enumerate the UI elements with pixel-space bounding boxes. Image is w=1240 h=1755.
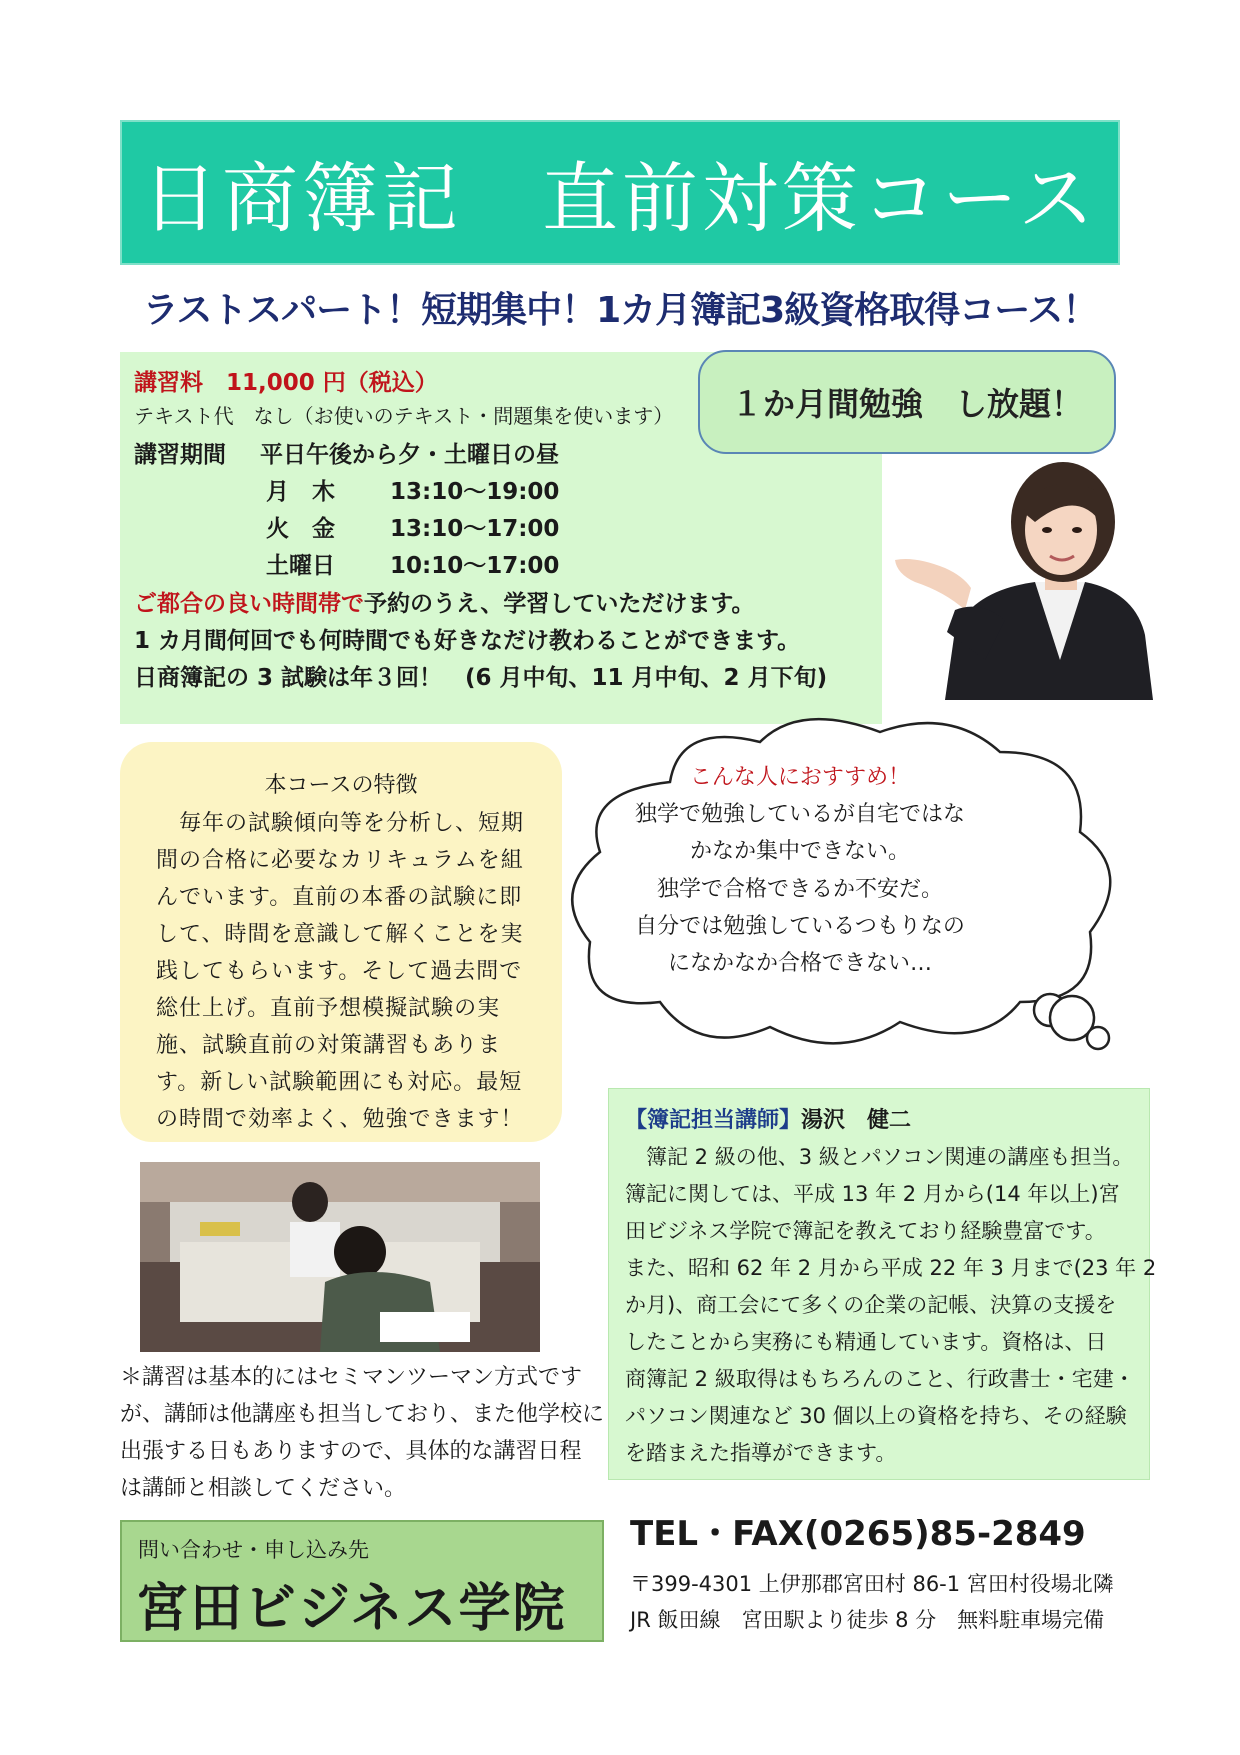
teacher-bio-line: 商簿記 2 級取得はもちろんのこと、行政書士・宅建・ xyxy=(625,1367,1135,1391)
businesswoman-illustration xyxy=(885,460,1153,700)
reservation-note xyxy=(134,585,755,618)
features-line: 総仕上げ。直前予想模擬試験の実 xyxy=(156,996,501,1021)
reservation-note-highlight: ご都合の良い時間帯で xyxy=(134,591,364,617)
lesson-note-line: が、講師は他講座も担当しており、また他学校に xyxy=(120,1402,605,1427)
teacher-bio-line: また、昭和 62 年 2 月から平成 22 年 3 月まで(23 年 2 xyxy=(625,1256,1157,1280)
teacher-bio-line: 簿記に関しては、平成 13 年 2 月から(14 年以上)宮 xyxy=(625,1182,1120,1206)
teacher-bio-line: 簿記 2 級の他、3 級とパソコン関連の講座も担当。 xyxy=(625,1145,1134,1169)
lesson-note-line: 出張する日もありますので、具体的な講習日程 xyxy=(120,1439,582,1464)
access-info: JR 飯田線 宮田駅より徒歩 8 分 無料駐車場完備 xyxy=(630,1608,1105,1632)
recommend-line: 独学で合格できるか不安だ。 xyxy=(656,877,943,902)
period-label: 講習期間 xyxy=(134,442,226,468)
features-line: 毎年の試験傾向等を分析し、短期 xyxy=(156,811,525,836)
lesson-note-line: は講師と相談してください。 xyxy=(120,1476,407,1501)
schedule-time: 10:10～17:00 xyxy=(390,553,560,579)
teacher-bio-line: したことから実務にも精通しています。資格は、日 xyxy=(625,1330,1107,1354)
teacher-bio-line: を踏まえた指導ができます。 xyxy=(625,1441,897,1465)
teacher-name: 湯沢 健二 xyxy=(801,1108,912,1133)
features-line: す。新しい試験範囲にも対応。最短 xyxy=(156,1070,523,1095)
features-line: 間の合格に必要なカリキュラムを組 xyxy=(156,848,524,873)
title-banner xyxy=(120,120,1120,265)
reservation-note-rest: 予約のうえ、学習していただけます。 xyxy=(364,591,755,617)
page-title: 日商簿記 直前対策コース xyxy=(141,154,1099,243)
recommend-line: になかなか合格できない… xyxy=(667,951,932,976)
features-line: の時間で効率よく、勉強できます！ xyxy=(156,1107,524,1132)
teacher-bio-line: パソコン関連など 30 個以上の資格を持ち、その経験 xyxy=(625,1404,1127,1428)
lesson-note-line: ＊講習は基本的にはセミマンツーマン方式です xyxy=(120,1365,583,1390)
recommend-line: 自分では勉強しているつもりなの xyxy=(635,914,965,939)
course-features-box xyxy=(120,742,562,1142)
tel-fax: TEL・FAX(0265)85-2849 xyxy=(630,1514,1086,1554)
school-name: 宮田ビジネス学院 xyxy=(136,1579,567,1639)
features-line: 施、試験直前の対策講習もありま xyxy=(156,1033,502,1058)
contact-box xyxy=(120,1520,604,1642)
features-title: 本コースの特徴 xyxy=(264,773,418,798)
schedule-days: 土曜日 xyxy=(266,553,335,579)
schedule-time: 13:10～19:00 xyxy=(390,479,560,505)
recommend-line: 独学で勉強しているが自宅ではな xyxy=(634,802,965,827)
schedule-time: 13:10～17:00 xyxy=(390,516,560,542)
page-subtitle: ラストスパート！短期集中！1カ月簿記3級資格取得コース！ xyxy=(142,290,1098,331)
teacher-heading xyxy=(625,1103,911,1134)
teacher-label: 【簿記担当講師】 xyxy=(625,1108,802,1133)
teacher-profile-box xyxy=(608,1088,1157,1480)
unlimited-note: 1 カ月間何回でも何時間でも好きなだけ教わることができます。 xyxy=(134,628,801,654)
recommend-line: かなか集中できない。 xyxy=(689,839,910,864)
features-line: して、時間を意識して解くことを実 xyxy=(156,922,524,947)
classroom-photo xyxy=(140,1162,540,1352)
contact-label: 問い合わせ・申し込み先 xyxy=(138,1538,369,1562)
schedule-days: 火 金 xyxy=(266,516,335,542)
address: 〒399-4301 上伊那郡宮田村 86-1 宮田村役場北隣 xyxy=(630,1572,1114,1596)
features-line: んでいます。直前の本番の試験に即 xyxy=(156,885,523,910)
teacher-bio-line: 田ビジネス学院で簿記を教えており経験豊富です。 xyxy=(625,1219,1106,1243)
features-line: 践してもらいます。そして過去問で xyxy=(156,959,523,984)
period-value: 平日午後から夕・土曜日の昼 xyxy=(260,442,559,468)
recommend-title: こんな人におすすめ！ xyxy=(689,765,911,790)
study-unlimited-bubble: １か月間勉強 し放題！ xyxy=(698,350,1116,454)
exam-schedule-note: 日商簿記の 3 試験は年３回！ (6 月中旬、11 月中旬、2 月下旬) xyxy=(134,665,828,691)
teacher-bio-line: か月)、商工会にて多くの企業の記帳、決算の支援を xyxy=(625,1293,1117,1317)
schedule-days: 月 木 xyxy=(266,479,335,505)
course-fee: 講習料 11,000 円（税込） xyxy=(134,370,438,396)
text-fee: テキスト代 なし（お使いのテキスト・問題集を使います） xyxy=(134,404,674,428)
